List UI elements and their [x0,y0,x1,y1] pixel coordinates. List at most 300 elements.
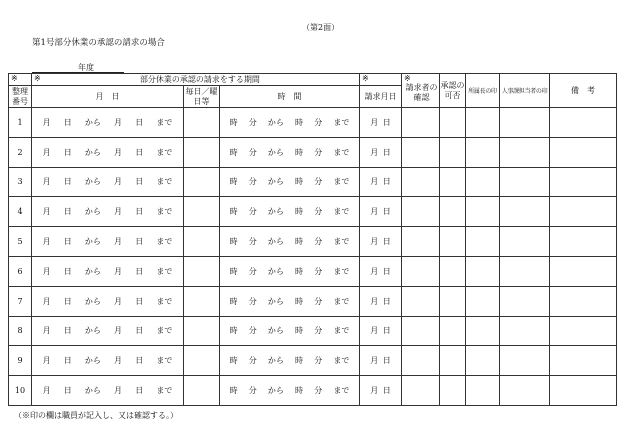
seq-header: 整理番号 [9,86,32,108]
date-range-cell[interactable] [32,316,184,346]
time-word: から [267,266,284,276]
time-word: まで [333,117,350,127]
year-label: 年度 [78,63,94,72]
requester-confirm-header [402,74,440,108]
time-word: まで [333,386,350,396]
date-range-cell[interactable] [32,108,184,138]
claim-date-cell[interactable] [360,376,402,406]
date-word: 日 [135,237,144,247]
year-field[interactable] [32,62,124,73]
time-range-cell[interactable] [220,256,360,286]
date-word: まで [156,207,173,217]
claim-date-cell[interactable] [360,227,402,257]
time-word: 分 [248,326,257,336]
dept-head-seal-cell[interactable] [466,137,500,167]
time-word: 分 [248,266,257,276]
time-word: まで [333,296,350,306]
dept-head-seal-cell[interactable] [466,197,500,227]
time-word: 時 [295,177,304,187]
row-seq: 4 [9,197,32,227]
remarks-cell[interactable] [550,167,617,197]
claim-word: 日 [382,177,391,187]
time-word: まで [333,177,350,187]
hr-staff-seal-cell[interactable] [500,346,550,376]
time-range-words [220,385,359,396]
remarks-cell[interactable] [550,256,617,286]
dept-head-seal-cell[interactable] [466,256,500,286]
time-word: まで [333,237,350,247]
time-word: まで [333,326,350,336]
claim-date-words [360,266,401,277]
time-word: 分 [248,386,257,396]
claim-word: 日 [382,356,391,366]
date-range-words [32,176,183,187]
dept-head-seal-cell[interactable] [466,286,500,316]
date-word: から [84,326,101,336]
time-word: 時 [295,266,304,276]
claim-date-cell[interactable] [360,108,402,138]
dept-head-seal-cell[interactable] [466,346,500,376]
remarks-cell[interactable] [550,108,617,138]
date-word: から [84,296,101,306]
hr-staff-seal-cell[interactable] [500,137,550,167]
date-word: 月 [42,177,51,187]
claim-date-cell[interactable] [360,197,402,227]
date-range-cell[interactable] [32,227,184,257]
time-word: まで [333,356,350,366]
date-word: 月 [114,117,123,127]
date-word: から [84,207,101,217]
time-word: 分 [248,177,257,187]
time-word: 時 [229,177,238,187]
requester-confirm-cell[interactable] [402,346,440,376]
side-label: （第2面） [302,23,340,32]
claim-word: 日 [382,207,391,217]
request-table [8,73,617,406]
date-word: 月 [114,147,123,157]
table-row [9,316,617,346]
remarks-cell[interactable] [550,376,617,406]
freq-cell[interactable] [184,108,220,138]
time-range-words [220,176,359,187]
time-word: まで [333,266,350,276]
date-word: から [84,117,101,127]
claim-date-words [360,236,401,247]
date-word: 日 [135,207,144,217]
date-word: 日 [135,266,144,276]
claim-word: 日 [382,237,391,247]
claim-date-words [360,296,401,307]
approval-cell[interactable] [440,376,466,406]
requester-confirm-cell[interactable] [402,286,440,316]
claim-word: 月 [370,177,379,187]
freq-cell[interactable] [184,316,220,346]
hr-staff-seal-header: 人事課担当者の印 [500,74,550,108]
row-seq: 7 [9,286,32,316]
date-range-cell[interactable] [32,286,184,316]
row-seq: 9 [9,346,32,376]
time-word: 分 [314,326,323,336]
time-range-cell[interactable] [220,316,360,346]
remarks-header: 備 考 [550,74,617,108]
time-word: 分 [314,386,323,396]
table-row [9,108,617,138]
table-row [9,167,617,197]
claim-date-words [360,355,401,366]
dept-head-seal-cell[interactable] [466,316,500,346]
date-word: 日 [135,326,144,336]
time-word: 分 [248,237,257,247]
time-word: 時 [229,386,238,396]
date-word: 月 [114,356,123,366]
claim-word: 月 [370,386,379,396]
approval-cell[interactable] [440,108,466,138]
time-range-words [220,117,359,128]
claim-word: 日 [382,326,391,336]
time-word: 分 [314,147,323,157]
time-word: 時 [229,296,238,306]
dept-head-seal-cell[interactable] [466,167,500,197]
date-word: 日 [63,147,72,157]
date-word: 日 [63,177,72,187]
time-word: 時 [295,237,304,247]
row-seq: 3 [9,167,32,197]
time-range-cell[interactable] [220,286,360,316]
footnote: （※印の欄は職員が記入し、又は確認する。） [14,411,178,420]
date-word: 月 [114,237,123,247]
requester-confirm-cell[interactable] [402,197,440,227]
claim-date-words [360,117,401,128]
hr-staff-seal-cell[interactable] [500,286,550,316]
date-word: まで [156,356,173,366]
period-header [32,74,360,86]
time-word: 分 [314,177,323,187]
row-seq: 5 [9,227,32,257]
remarks-cell[interactable] [550,197,617,227]
date-word: まで [156,386,173,396]
time-range-words [220,236,359,247]
claim-word: 日 [382,386,391,396]
approval-cell[interactable] [440,137,466,167]
date-word: 月 [42,386,51,396]
date-range-words [32,325,183,336]
requester-confirm-cell[interactable] [402,108,440,138]
date-word: から [84,147,101,157]
time-word: 時 [295,117,304,127]
claim-date-words [360,325,401,336]
requester-mark: ※ [404,74,411,83]
requester-confirm-cell[interactable] [402,227,440,257]
date-word: 日 [63,326,72,336]
date-word: 月 [42,326,51,336]
requester-confirm-cell[interactable] [402,167,440,197]
date-word: 日 [63,386,72,396]
remarks-cell[interactable] [550,227,617,257]
date-range-cell[interactable] [32,137,184,167]
requester-confirm-cell[interactable] [402,256,440,286]
table-row [9,286,617,316]
period-header-text: 部分休業の承認の請求をする期間 [139,75,260,84]
hr-staff-seal-cell[interactable] [500,167,550,197]
date-word: まで [156,326,173,336]
time-range-cell[interactable] [220,137,360,167]
date-range-cell[interactable] [32,167,184,197]
approval-cell[interactable] [440,316,466,346]
time-range-cell[interactable] [220,346,360,376]
date-word: から [84,386,101,396]
time-range-words [220,266,359,277]
time-word: 分 [314,296,323,306]
approval-cell[interactable] [440,346,466,376]
time-range-cell[interactable] [220,167,360,197]
time-word: から [267,207,284,217]
date-range-words [32,206,183,217]
claim-word: 月 [370,207,379,217]
date-word: 月 [114,296,123,306]
time-word: から [267,386,284,396]
time-word: 時 [229,237,238,247]
time-word: まで [333,207,350,217]
remarks-cell[interactable] [550,286,617,316]
table-row [9,346,617,376]
time-word: 分 [248,296,257,306]
date-word: 日 [135,147,144,157]
date-word: まで [156,117,173,127]
date-word: 月 [114,326,123,336]
time-word: から [267,356,284,366]
date-word: 月 [42,237,51,247]
approval-cell[interactable] [440,256,466,286]
row-seq: 2 [9,137,32,167]
date-word: まで [156,296,173,306]
table-row [9,256,617,286]
time-range-cell[interactable] [220,227,360,257]
date-word: 日 [135,386,144,396]
date-range-words [32,147,183,158]
date-word: 日 [135,117,144,127]
remarks-cell[interactable] [550,137,617,167]
time-word: 分 [248,207,257,217]
date-word: まで [156,177,173,187]
approval-cell[interactable] [440,286,466,316]
claim-date-cell[interactable] [360,167,402,197]
claim-word: 日 [382,117,391,127]
claim-date-cell[interactable] [360,256,402,286]
row-seq: 1 [9,108,32,138]
date-word: まで [156,147,173,157]
claim-word: 日 [382,266,391,276]
time-word: 時 [229,147,238,157]
claim-date-cell[interactable] [360,316,402,346]
date-word: 月 [42,117,51,127]
period-mark: ※ [34,74,41,83]
claim-date-words [360,206,401,217]
time-word: 分 [314,207,323,217]
form-title: 第1号部分休業の承認の請求の場合 [32,38,165,48]
date-range-words [32,236,183,247]
date-range-cell[interactable] [32,376,184,406]
freq-cell[interactable] [184,137,220,167]
time-word: 分 [314,237,323,247]
freq-cell[interactable] [184,197,220,227]
time-word: 時 [295,326,304,336]
claim-date-cell[interactable] [360,137,402,167]
table-row [9,376,617,406]
time-word: 時 [229,356,238,366]
date-range-words [32,266,183,277]
requester-confirm-cell[interactable] [402,376,440,406]
time-word: 分 [248,117,257,127]
time-range-cell[interactable] [220,376,360,406]
approval-header: 承認の可否 [440,74,466,108]
hr-staff-seal-cell[interactable] [500,316,550,346]
row-seq: 10 [9,376,32,406]
time-word: 分 [314,117,323,127]
date-range-cell[interactable] [32,197,184,227]
date-word: まで [156,266,173,276]
claim-date-cell[interactable] [360,346,402,376]
time-word: から [267,147,284,157]
claim-date-words [360,385,401,396]
dept-head-seal-cell[interactable] [466,227,500,257]
approval-cell[interactable] [440,227,466,257]
requester-confirm-cell[interactable] [402,316,440,346]
date-range-cell[interactable] [32,256,184,286]
time-word: 時 [229,326,238,336]
date-word: 日 [63,117,72,127]
approval-cell[interactable] [440,197,466,227]
date-word: 日 [63,207,72,217]
time-header: 時 間 [220,86,360,108]
time-word: 時 [229,117,238,127]
date-word: 月 [42,356,51,366]
hr-staff-seal-cell[interactable] [500,376,550,406]
date-word: 日 [63,266,72,276]
time-range-words [220,325,359,336]
time-word: から [267,177,284,187]
claim-word: 月 [370,356,379,366]
date-range-words [32,117,183,128]
time-range-words [220,296,359,307]
date-word: から [84,177,101,187]
claim-date-header: 請求月日 [360,86,402,108]
time-word: から [267,296,284,306]
claim-word: 月 [370,326,379,336]
date-word: 日 [63,356,72,366]
time-word: 分 [248,356,257,366]
table-row [9,227,617,257]
freq-cell[interactable] [184,256,220,286]
date-word: 月 [114,177,123,187]
row-seq: 6 [9,256,32,286]
table-row [9,137,617,167]
claim-word: 月 [370,117,379,127]
date-word: 月 [42,207,51,217]
date-word: 月 [114,207,123,217]
date-range-words [32,385,183,396]
claim-date-words [360,147,401,158]
freq-cell[interactable] [184,286,220,316]
date-word: 日 [135,356,144,366]
time-range-cell[interactable] [220,197,360,227]
remarks-cell[interactable] [550,316,617,346]
hr-staff-seal-cell[interactable] [500,197,550,227]
date-word: 月 [114,386,123,396]
approval-cell[interactable] [440,167,466,197]
time-word: 時 [229,266,238,276]
date-word: 月 [114,266,123,276]
date-word: 日 [135,296,144,306]
time-range-words [220,206,359,217]
date-header: 月 日 [32,86,184,108]
table-row [9,197,617,227]
freq-cell[interactable] [184,167,220,197]
dept-head-seal-header: 所属長の印 [466,74,500,108]
time-word: 分 [248,147,257,157]
date-word: まで [156,237,173,247]
time-range-words [220,147,359,158]
claim-mark-cell: ※ [360,74,402,86]
time-word: から [267,117,284,127]
time-word: 時 [295,147,304,157]
freq-cell[interactable] [184,376,220,406]
row-seq: 8 [9,316,32,346]
date-word: から [84,266,101,276]
requester-confirm-cell[interactable] [402,137,440,167]
date-range-words [32,355,183,366]
hr-staff-seal-cell[interactable] [500,108,550,138]
remarks-cell[interactable] [550,346,617,376]
dept-head-seal-cell[interactable] [466,108,500,138]
claim-word: 月 [370,296,379,306]
requester-confirm-label: 請求者の確認 [405,83,438,102]
time-word: 時 [229,207,238,217]
claim-word: 日 [382,296,391,306]
date-word: 日 [63,237,72,247]
freq-cell[interactable] [184,227,220,257]
time-word: から [267,237,284,247]
freq-cell[interactable] [184,346,220,376]
hr-staff-seal-cell[interactable] [500,227,550,257]
claim-word: 日 [382,147,391,157]
date-range-cell[interactable] [32,346,184,376]
date-range-words [32,296,183,307]
date-word: 月 [42,147,51,157]
date-word: 月 [42,266,51,276]
time-word: 時 [295,207,304,217]
mark-cell: ※ [9,74,32,86]
date-word: 日 [135,177,144,187]
time-word: まで [333,147,350,157]
time-range-words [220,355,359,366]
dept-head-seal-cell[interactable] [466,376,500,406]
time-word: 時 [295,386,304,396]
time-word: 分 [314,356,323,366]
date-word: 月 [42,296,51,306]
time-word: から [267,326,284,336]
freq-header: 毎日／曜日等 [185,86,218,106]
date-word: から [84,237,101,247]
claim-word: 月 [370,237,379,247]
claim-word: 月 [370,147,379,157]
time-range-cell[interactable] [220,108,360,138]
claim-date-words [360,176,401,187]
date-word: から [84,356,101,366]
claim-date-cell[interactable] [360,286,402,316]
time-word: 分 [314,266,323,276]
claim-word: 月 [370,266,379,276]
hr-staff-seal-cell[interactable] [500,256,550,286]
